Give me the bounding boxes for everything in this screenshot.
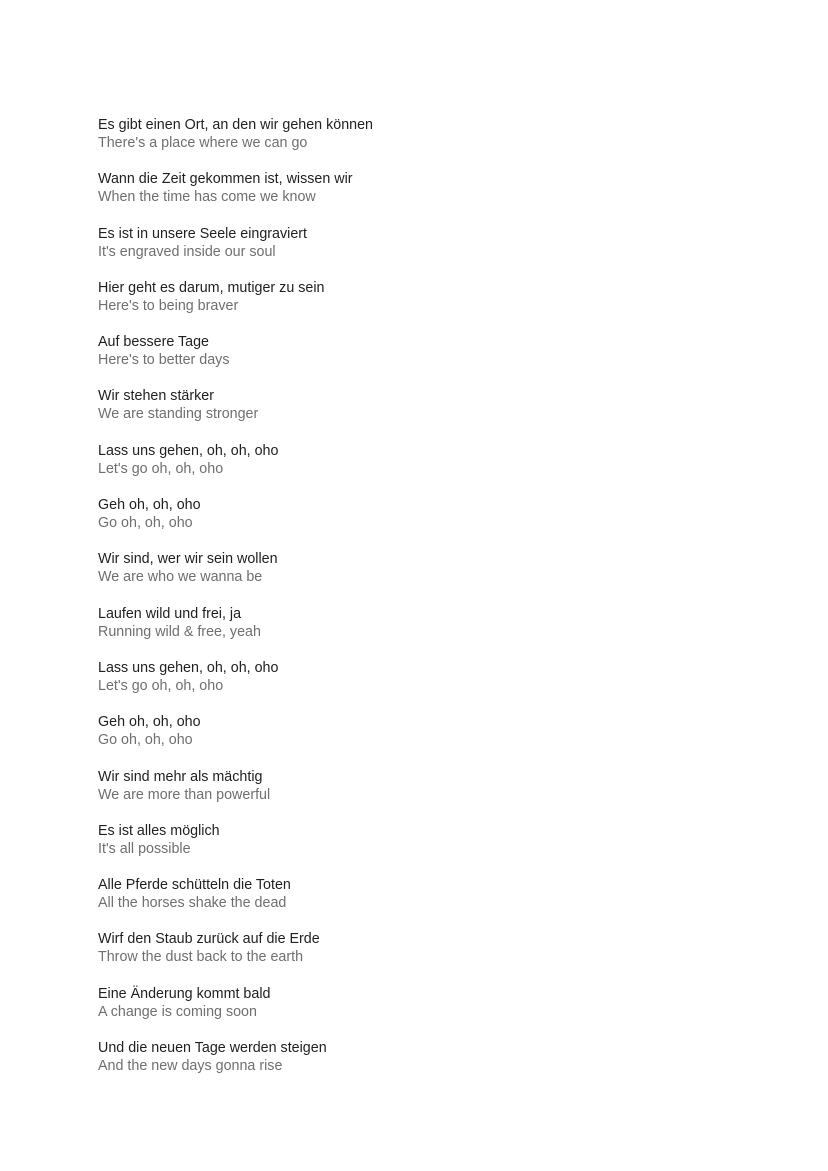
- english-translation: When the time has come we know: [98, 189, 316, 206]
- english-translation: It's engraved inside our soul: [98, 243, 276, 260]
- english-translation: There's a place where we can go: [98, 135, 308, 151]
- english-translation: And the new days gonna rise: [98, 1058, 283, 1075]
- german-line: Und die neuen Tage werden steigen: [98, 1040, 327, 1057]
- lyric-pair: [98, 985, 738, 1039]
- german-line: Lass uns gehen, oh, oh, oho: [98, 659, 279, 676]
- english-translation: Throw the dust back to the earth: [98, 949, 304, 966]
- lyric-pair: [98, 822, 738, 876]
- lyric-pair: [98, 333, 738, 387]
- lyric-pair: [98, 496, 738, 550]
- german-line: Wirf den Staub zurück auf die Erde: [98, 931, 320, 948]
- german-line: Alle Pferde schütteln die Toten: [98, 877, 291, 894]
- german-line: Es ist alles möglich: [98, 822, 220, 839]
- english-translation: We are standing stronger: [98, 406, 259, 423]
- german-line: Es gibt einen Ort, an den wir gehen können: [98, 117, 373, 133]
- german-line: Wir sind, wer wir sein wollen: [98, 551, 278, 568]
- lyric-pair: [98, 550, 738, 604]
- english-translation: Go oh, oh, oho: [98, 515, 193, 532]
- lyric-pair: [98, 713, 738, 767]
- english-translation: Running wild & free, yeah: [98, 623, 261, 640]
- lyric-pair: [98, 387, 738, 441]
- german-line: Eine Änderung kommt bald: [98, 985, 271, 1002]
- lyrics-list: [98, 116, 738, 1093]
- german-line: Wir sind mehr als mächtig: [98, 768, 263, 785]
- lyric-pair: [98, 170, 738, 224]
- lyric-pair: [98, 605, 738, 659]
- german-line: Auf bessere Tage: [98, 334, 210, 351]
- german-line: Lass uns gehen, oh, oh, oho: [98, 442, 279, 459]
- german-line: Geh oh, oh, oho: [98, 714, 201, 731]
- german-line: Hier geht es darum, mutiger zu sein: [98, 279, 325, 296]
- lyric-pair: [98, 1039, 738, 1093]
- german-line: Geh oh, oh, oho: [98, 497, 201, 514]
- german-line: Wir stehen stärker: [98, 388, 214, 405]
- lyric-pair: [98, 768, 738, 822]
- english-translation: It's all possible: [98, 840, 191, 857]
- lyric-pair: [98, 225, 738, 279]
- german-line: Wann die Zeit gekommen ist, wissen wir: [98, 171, 353, 188]
- english-translation: All the horses shake the dead: [98, 895, 287, 912]
- lyric-pair: [98, 442, 738, 496]
- english-translation: We are who we wanna be: [98, 569, 263, 586]
- english-translation: Let's go oh, oh, oho: [98, 460, 224, 477]
- lyric-pair: [98, 116, 738, 170]
- lyric-pair: [98, 659, 738, 713]
- lyric-pair: [98, 930, 738, 984]
- english-translation: Go oh, oh, oho: [98, 732, 193, 749]
- german-line: Es ist in unsere Seele eingraviert: [98, 225, 308, 242]
- english-translation: We are more than powerful: [98, 786, 271, 803]
- english-translation: Here's to better days: [98, 352, 230, 369]
- english-translation: A change is coming soon: [98, 1003, 257, 1020]
- lyric-pair: [98, 279, 738, 333]
- english-translation: Let's go oh, oh, oho: [98, 677, 224, 694]
- lyric-pair: [98, 876, 738, 930]
- english-translation: Here's to being braver: [98, 297, 239, 314]
- german-line: Laufen wild und frei, ja: [98, 605, 242, 622]
